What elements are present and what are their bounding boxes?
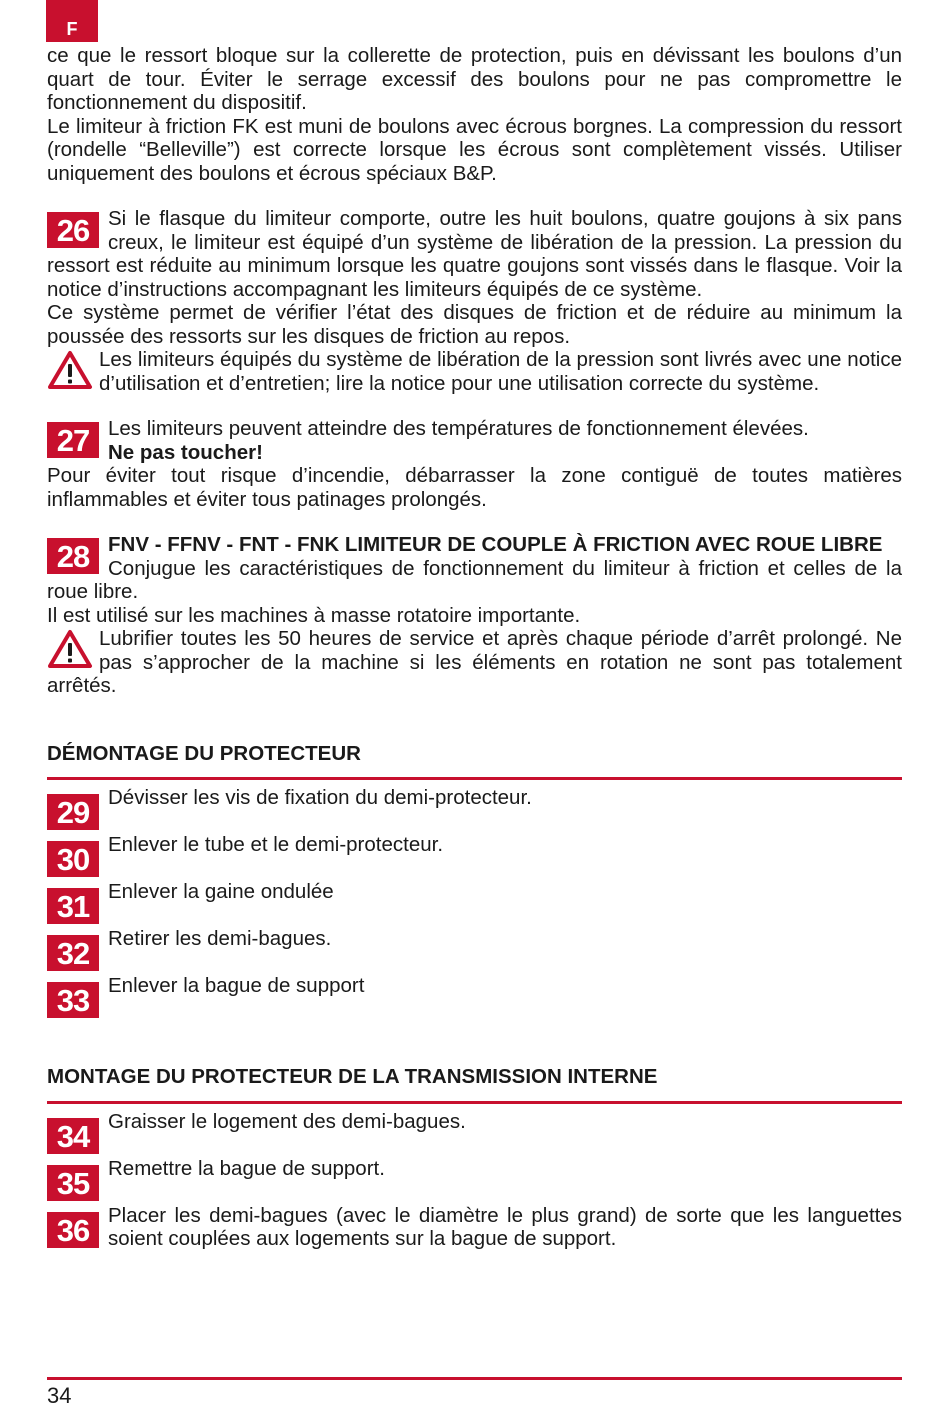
- step-text: Enlever la gaine ondulée: [108, 880, 334, 903]
- section-27-paragraph-2: Pour éviter tout risque d’incendie, débarrasser la zone contiguë de toutes matières inflammables et éviter tous patinages prolongés.: [47, 464, 902, 511]
- step-text: Graisser le logement des demi-bagues.: [108, 1109, 466, 1133]
- step-number: 30: [47, 841, 99, 877]
- step-number: 28: [47, 538, 99, 574]
- intro-paragraph-1: ce que le ressort bloque sur la collerette de protection, puis en dévissant les boulons d’un quart de tour. Éviter le serrage excessif des boulons pour ne pas compromettre le fonctionnement du dispositif.: [47, 44, 902, 114]
- intro-paragraph-2: Le limiteur à friction FK est muni de boulons avec écrous borgnes. La compression du ressort (rondelle “Belleville”) est correcte lorsque les écrous sont complètement vissés. Utiliser uniquement des boulons et écrous spéciaux B&P.: [47, 114, 902, 185]
- warning-note: [47, 627, 902, 698]
- footer-divider: [47, 1377, 902, 1380]
- section-28-title: FNV - FFNV - FNT - FNK LIMITEUR DE COUPLE À FRICTION AVEC ROUE LIBRE: [108, 533, 883, 556]
- step-number: 34: [47, 1118, 99, 1154]
- page-content: [47, 44, 902, 1251]
- warning-text: Les limiteurs équipés du système de libération de la pression sont livrés avec une notice d’utilisation et d’entretien; lire la notice pour une utilisation correcte du système.: [99, 348, 902, 395]
- step-item: [47, 927, 902, 974]
- warning-text: Lubrifier toutes les 50 heures de service et après chaque période d’arrêt prolongé. Ne pas s’approcher de la machine si les éléments en rotation ne sont pas totalement arrêtés.: [47, 627, 902, 697]
- step-item: [47, 1157, 902, 1204]
- step-text: Dévisser les vis de fixation du demi-protecteur.: [108, 786, 532, 809]
- section-26: [47, 207, 902, 395]
- step-number: 33: [47, 982, 99, 1018]
- section-27-paragraph-1: [47, 417, 902, 464]
- steps-montage: [47, 1110, 902, 1251]
- step-text: Enlever la bague de support: [108, 974, 365, 997]
- section-heading-montage: MONTAGE DU PROTECTEUR DE LA TRANSMISSION INTERNE: [47, 1065, 902, 1104]
- section-26-paragraph-1: Si le flasque du limiteur comporte, outre les huit boulons, quatre goujons à six pans creux, le limiteur est équipé d’un système de libération de la pression. La pression du ressort est réduite au minimum lorsque les quatre goujons sont vissés dans le flasque. Voir la notice d’instructions accompagnant les limiteurs équipés de ce système.: [47, 207, 902, 301]
- section-28: [47, 533, 902, 698]
- step-number: 26: [47, 212, 99, 248]
- step-text: Retirer les demi-bagues.: [108, 927, 332, 950]
- step-number: 32: [47, 935, 99, 971]
- step-number: 35: [47, 1165, 99, 1201]
- section-28-paragraph-1: Conjugue les caractéristiques de fonctionnement du limiteur à friction et celles de la roue libre.: [47, 556, 902, 603]
- section-26-paragraph-2: Ce système permet de vérifier l’état des disques de friction et de réduire au minimum la poussée des ressorts sur les disques de friction au repos.: [47, 301, 902, 348]
- section-28-paragraph-2: Il est utilisé sur les machines à masse rotatoire importante.: [47, 603, 581, 627]
- step-item: [47, 1110, 902, 1157]
- step-item: [47, 880, 902, 927]
- step-number: 29: [47, 794, 99, 830]
- warning-note: [47, 348, 902, 395]
- language-tab: F: [46, 0, 98, 42]
- section-heading-demontage: DÉMONTAGE DU PROTECTEUR: [47, 742, 902, 781]
- warning-icon: [47, 350, 93, 390]
- step-number: 27: [47, 422, 99, 458]
- warning-icon: [47, 629, 93, 669]
- step-text: Placer les demi-bagues (avec le diamètre le plus grand) de sorte que les languettes soient couplées aux logements sur la bague de support.: [108, 1203, 902, 1250]
- step-item: [47, 974, 902, 1021]
- page-number: 34: [47, 1383, 72, 1408]
- step-item: [47, 1204, 902, 1251]
- step-item: [47, 786, 902, 833]
- section-27-bold: Ne pas toucher!: [108, 440, 263, 464]
- step-item: [47, 833, 902, 880]
- section-27-text: Les limiteurs peuvent atteindre des températures de fonctionnement élevées.: [108, 417, 809, 440]
- steps-demontage: [47, 786, 902, 1021]
- step-text: Remettre la bague de support.: [108, 1156, 385, 1180]
- step-number: 36: [47, 1212, 99, 1248]
- step-number: 31: [47, 888, 99, 924]
- step-text: Enlever le tube et le demi-protecteur.: [108, 833, 444, 856]
- section-27: [47, 417, 902, 511]
